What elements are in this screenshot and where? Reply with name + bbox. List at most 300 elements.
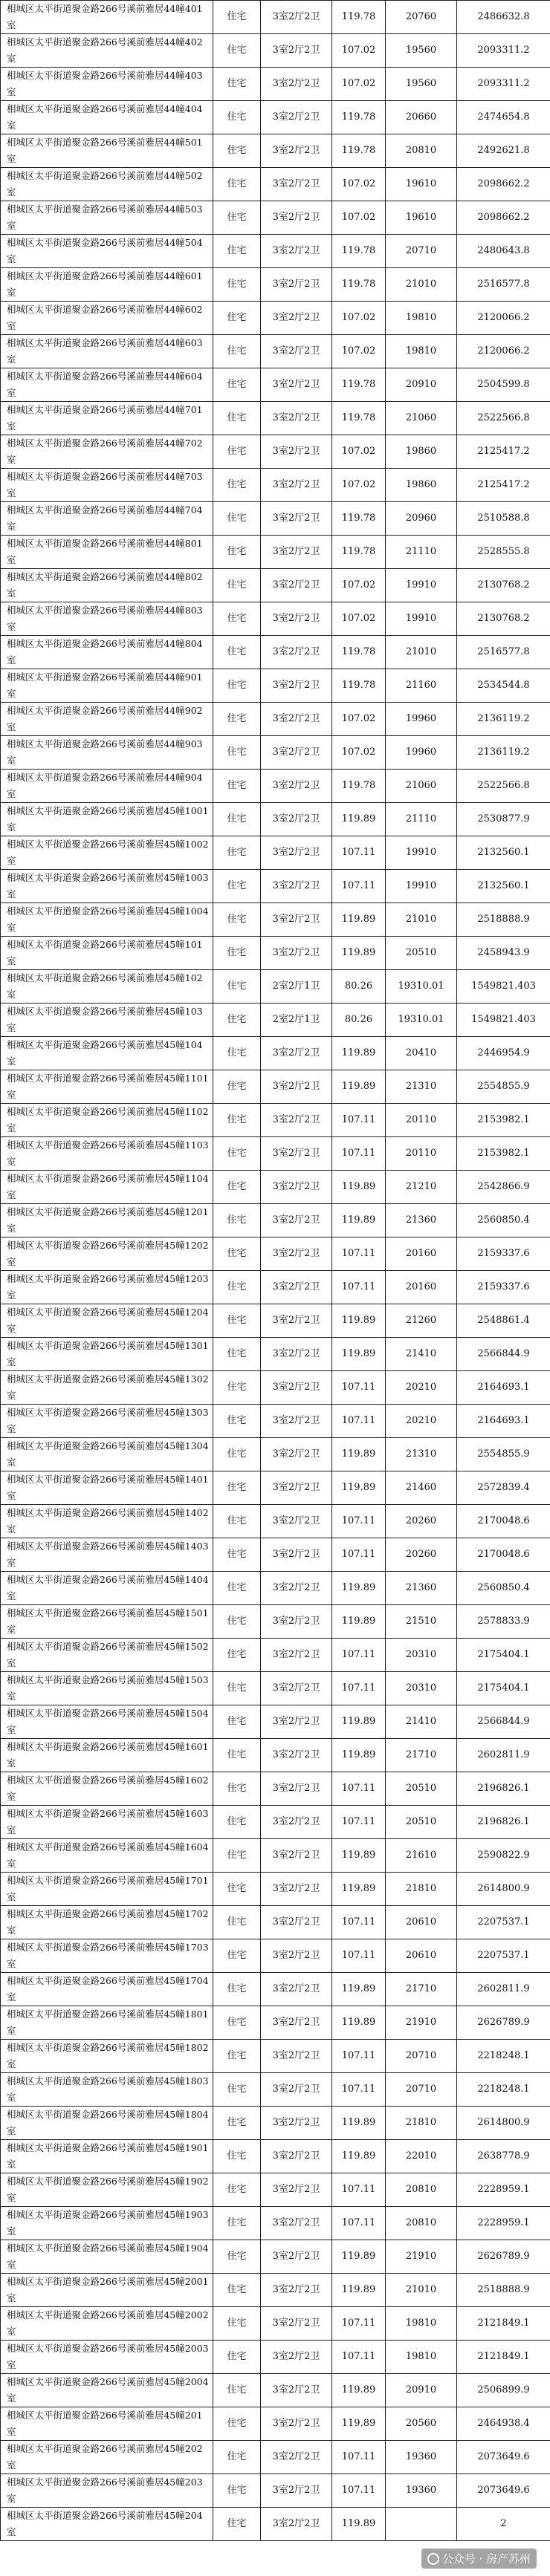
usage-cell: 住宅 — [213, 2341, 261, 2374]
address-cell: 相城区太平街道聚金路266号溪前雅居45幢1901室 — [1, 2140, 213, 2173]
table-row — [1, 2441, 550, 2474]
layout-cell: 3室2厅2卫 — [261, 34, 332, 68]
total-price-cell: 2486632.8 — [457, 1, 550, 34]
usage-cell: 住宅 — [213, 937, 261, 970]
total-price-cell: 2614800.9 — [457, 2107, 550, 2140]
layout-cell: 3室2厅2卫 — [261, 736, 332, 770]
layout-cell: 3室2厅2卫 — [261, 1538, 332, 1572]
area-cell: 119.89 — [332, 1873, 386, 1906]
total-price-cell: 2136119.2 — [457, 703, 550, 736]
area-cell: 107.11 — [332, 2040, 386, 2073]
layout-cell: 3室2厅2卫 — [261, 2508, 332, 2541]
usage-cell: 住宅 — [213, 1438, 261, 1471]
unit-price-cell: 20710 — [386, 2073, 457, 2107]
total-price-cell: 2548861.4 — [457, 1304, 550, 1338]
usage-cell: 住宅 — [213, 602, 261, 636]
layout-cell: 3室2厅2卫 — [261, 602, 332, 636]
total-price-cell: 2560850.4 — [457, 1572, 550, 1605]
area-cell: 107.11 — [332, 2073, 386, 2107]
usage-cell: 住宅 — [213, 1304, 261, 1338]
total-price-cell: 2578833.9 — [457, 1605, 550, 1639]
layout-cell: 3室2厅2卫 — [261, 2173, 332, 2207]
usage-cell: 住宅 — [213, 402, 261, 435]
layout-cell: 3室2厅2卫 — [261, 1371, 332, 1405]
unit-price-cell: 19560 — [386, 34, 457, 68]
area-cell: 107.02 — [332, 201, 386, 235]
address-cell: 相城区太平街道聚金路266号溪前雅居45幢1601室 — [1, 1739, 213, 1772]
usage-cell: 住宅 — [213, 836, 261, 870]
total-price-cell: 2638778.9 — [457, 2140, 550, 2173]
unit-price-cell: 19860 — [386, 469, 457, 502]
total-price-cell: 2196826.1 — [457, 1806, 550, 1839]
address-cell: 相城区太平街道聚金路266号溪前雅居45幢1204室 — [1, 1304, 213, 1338]
unit-price-cell: 19810 — [386, 302, 457, 335]
layout-cell: 3室2厅2卫 — [261, 2274, 332, 2307]
address-cell: 相城区太平街道聚金路266号溪前雅居45幢1602室 — [1, 1772, 213, 1806]
unit-price-cell: 19810 — [386, 2341, 457, 2374]
usage-cell: 住宅 — [213, 703, 261, 736]
unit-price-cell: 20810 — [386, 2207, 457, 2240]
area-cell: 107.11 — [332, 1806, 386, 1839]
table-row — [1, 1873, 550, 1906]
area-cell: 119.78 — [332, 502, 386, 536]
usage-cell: 住宅 — [213, 1839, 261, 1873]
address-cell: 相城区太平街道聚金路266号溪前雅居45幢1302室 — [1, 1371, 213, 1405]
area-cell: 119.89 — [332, 1572, 386, 1605]
address-cell: 相城区太平街道聚金路266号溪前雅居44幢804室 — [1, 636, 213, 669]
layout-cell: 3室2厅2卫 — [261, 368, 332, 402]
unit-price-cell: 21810 — [386, 1873, 457, 1906]
usage-cell: 住宅 — [213, 302, 261, 335]
usage-cell: 住宅 — [213, 2173, 261, 2207]
total-price-cell: 1549821.403 — [457, 970, 550, 1004]
usage-cell: 住宅 — [213, 1538, 261, 1572]
layout-cell: 3室2厅2卫 — [261, 1839, 332, 1873]
usage-cell: 住宅 — [213, 134, 261, 168]
address-cell: 相城区太平街道聚金路266号溪前雅居45幢102室 — [1, 970, 213, 1004]
total-price-cell: 2446954.9 — [457, 1037, 550, 1070]
usage-cell: 住宅 — [213, 101, 261, 134]
total-price-cell: 2093311.2 — [457, 34, 550, 68]
area-cell: 107.11 — [332, 1672, 386, 1705]
unit-price-cell: 21060 — [386, 402, 457, 435]
table-row — [1, 770, 550, 803]
table-row — [1, 1973, 550, 2006]
address-cell: 相城区太平街道聚金路266号溪前雅居44幢801室 — [1, 536, 213, 569]
address-cell: 相城区太平街道聚金路266号溪前雅居45幢1101室 — [1, 1070, 213, 1104]
total-price-cell: 2518888.9 — [457, 903, 550, 937]
table-row — [1, 569, 550, 602]
unit-price-cell: 20610 — [386, 1906, 457, 1939]
usage-cell: 住宅 — [213, 2006, 261, 2040]
total-price-cell: 2073649.6 — [457, 2441, 550, 2474]
unit-price-cell: 19310.01 — [386, 1004, 457, 1037]
unit-price-cell: 21710 — [386, 1739, 457, 1772]
usage-cell: 住宅 — [213, 970, 261, 1004]
area-cell: 119.89 — [332, 2407, 386, 2441]
unit-price-cell: 21010 — [386, 903, 457, 937]
usage-cell: 住宅 — [213, 1104, 261, 1137]
usage-cell: 住宅 — [213, 335, 261, 368]
total-price-cell: 2218248.1 — [457, 2040, 550, 2073]
unit-price-cell: 21410 — [386, 1705, 457, 1739]
area-cell: 107.02 — [332, 569, 386, 602]
address-cell: 相城区太平街道聚金路266号溪前雅居45幢2004室 — [1, 2374, 213, 2407]
table-row — [1, 1538, 550, 1572]
area-cell: 107.02 — [332, 435, 386, 469]
total-price-cell: 2566844.9 — [457, 1705, 550, 1739]
total-price-cell: 2164693.1 — [457, 1405, 550, 1438]
address-cell: 相城区太平街道聚金路266号溪前雅居45幢101室 — [1, 937, 213, 970]
usage-cell: 住宅 — [213, 2441, 261, 2474]
total-price-cell: 2218248.1 — [457, 2073, 550, 2107]
layout-cell: 3室2厅2卫 — [261, 1304, 332, 1338]
usage-cell: 住宅 — [213, 569, 261, 602]
table-row — [1, 2341, 550, 2374]
layout-cell: 3室2厅2卫 — [261, 1605, 332, 1639]
usage-cell: 住宅 — [213, 1237, 261, 1271]
layout-cell: 3室2厅2卫 — [261, 1471, 332, 1505]
unit-price-cell: 21310 — [386, 1070, 457, 1104]
address-cell: 相城区太平街道聚金路266号溪前雅居44幢403室 — [1, 68, 213, 101]
unit-price-cell: 20760 — [386, 1, 457, 34]
layout-cell: 3室2厅2卫 — [261, 1271, 332, 1304]
usage-cell: 住宅 — [213, 1037, 261, 1070]
table-row — [1, 2307, 550, 2341]
address-cell: 相城区太平街道聚金路266号溪前雅居45幢1004室 — [1, 903, 213, 937]
unit-price-cell: 21610 — [386, 1839, 457, 1873]
address-cell: 相城区太平街道聚金路266号溪前雅居45幢202室 — [1, 2441, 213, 2474]
area-cell: 107.02 — [332, 736, 386, 770]
usage-cell: 住宅 — [213, 1772, 261, 1806]
usage-cell: 住宅 — [213, 1004, 261, 1037]
area-cell: 119.89 — [332, 1338, 386, 1371]
total-price-cell: 2120066.2 — [457, 302, 550, 335]
total-price-cell: 2121849.1 — [457, 2307, 550, 2341]
table-row — [1, 1471, 550, 1505]
usage-cell: 住宅 — [213, 1906, 261, 1939]
table-row — [1, 168, 550, 201]
address-cell: 相城区太平街道聚金路266号溪前雅居45幢1604室 — [1, 1839, 213, 1873]
total-price-cell: 2121849.1 — [457, 2341, 550, 2374]
area-cell: 119.78 — [332, 402, 386, 435]
area-cell: 119.89 — [332, 1973, 386, 2006]
layout-cell: 3室2厅2卫 — [261, 803, 332, 836]
area-cell: 107.11 — [332, 870, 386, 903]
address-cell: 相城区太平街道聚金路266号溪前雅居44幢901室 — [1, 669, 213, 703]
table-row — [1, 1772, 550, 1806]
usage-cell: 住宅 — [213, 1137, 261, 1171]
total-price-cell: 2516577.8 — [457, 636, 550, 669]
area-cell: 107.11 — [332, 1772, 386, 1806]
layout-cell: 3室2厅2卫 — [261, 569, 332, 602]
usage-cell: 住宅 — [213, 1639, 261, 1672]
address-cell: 相城区太平街道聚金路266号溪前雅居44幢702室 — [1, 435, 213, 469]
table-row — [1, 636, 550, 669]
unit-price-cell: 21110 — [386, 536, 457, 569]
total-price-cell: 2 — [457, 2508, 550, 2541]
unit-price-cell: 22010 — [386, 2140, 457, 2173]
table-row — [1, 937, 550, 970]
usage-cell: 住宅 — [213, 1572, 261, 1605]
total-price-cell: 2522566.8 — [457, 770, 550, 803]
layout-cell: 3室2厅2卫 — [261, 636, 332, 669]
unit-price-cell: 21910 — [386, 2006, 457, 2040]
address-cell: 相城区太平街道聚金路266号溪前雅居45幢1801室 — [1, 2006, 213, 2040]
unit-price-cell: 21210 — [386, 1171, 457, 1204]
table-row — [1, 836, 550, 870]
table-row — [1, 1405, 550, 1438]
address-cell: 相城区太平街道聚金路266号溪前雅居44幢904室 — [1, 770, 213, 803]
table-row — [1, 703, 550, 736]
watermark-text: 公众号 · 房产苏州 — [441, 2552, 531, 2566]
address-cell: 相城区太平街道聚金路266号溪前雅居44幢802室 — [1, 569, 213, 602]
total-price-cell: 2572839.4 — [457, 1471, 550, 1505]
table-row — [1, 2140, 550, 2173]
layout-cell: 3室2厅2卫 — [261, 1204, 332, 1237]
layout-cell: 3室2厅2卫 — [261, 1237, 332, 1271]
table-row — [1, 1672, 550, 1705]
area-cell: 119.78 — [332, 770, 386, 803]
address-cell: 相城区太平街道聚金路266号溪前雅居45幢1603室 — [1, 1806, 213, 1839]
layout-cell: 3室2厅2卫 — [261, 435, 332, 469]
layout-cell: 3室2厅2卫 — [261, 1705, 332, 1739]
usage-cell: 住宅 — [213, 1605, 261, 1639]
table-row — [1, 1605, 550, 1639]
area-cell: 119.89 — [332, 1070, 386, 1104]
usage-cell: 住宅 — [213, 770, 261, 803]
layout-cell: 3室2厅2卫 — [261, 402, 332, 435]
address-cell: 相城区太平街道聚金路266号溪前雅居45幢1201室 — [1, 1204, 213, 1237]
address-cell: 相城区太平街道聚金路266号溪前雅居45幢1303室 — [1, 1405, 213, 1438]
unit-price-cell — [386, 2508, 457, 2541]
usage-cell: 住宅 — [213, 2474, 261, 2508]
address-cell: 相城区太平街道聚金路266号溪前雅居44幢401室 — [1, 1, 213, 34]
unit-price-cell: 20710 — [386, 2040, 457, 2073]
usage-cell: 住宅 — [213, 2073, 261, 2107]
area-cell: 107.11 — [332, 1505, 386, 1538]
layout-cell: 3室2厅2卫 — [261, 1338, 332, 1371]
unit-price-cell: 19610 — [386, 201, 457, 235]
unit-price-cell: 21010 — [386, 268, 457, 302]
layout-cell: 3室2厅2卫 — [261, 2441, 332, 2474]
area-cell: 119.89 — [332, 1037, 386, 1070]
table-row — [1, 2107, 550, 2140]
total-price-cell: 2175404.1 — [457, 1639, 550, 1672]
usage-cell: 住宅 — [213, 168, 261, 201]
table-row — [1, 201, 550, 235]
layout-cell: 3室2厅2卫 — [261, 1037, 332, 1070]
usage-cell: 住宅 — [213, 1338, 261, 1371]
layout-cell: 3室2厅2卫 — [261, 2006, 332, 2040]
layout-cell: 3室2厅2卫 — [261, 836, 332, 870]
usage-cell: 住宅 — [213, 1739, 261, 1772]
area-cell: 107.11 — [332, 2341, 386, 2374]
table-row — [1, 2374, 550, 2407]
address-cell: 相城区太平街道聚金路266号溪前雅居45幢1703室 — [1, 1939, 213, 1973]
area-cell: 119.89 — [332, 2508, 386, 2541]
address-cell: 相城区太平街道聚金路266号溪前雅居45幢1504室 — [1, 1705, 213, 1739]
total-price-cell: 2120066.2 — [457, 335, 550, 368]
table-row — [1, 669, 550, 703]
table-row — [1, 302, 550, 335]
unit-price-cell: 21260 — [386, 1304, 457, 1338]
table-row — [1, 970, 550, 1004]
table-row — [1, 1739, 550, 1772]
table-row — [1, 2508, 550, 2541]
usage-cell: 住宅 — [213, 1505, 261, 1538]
unit-price-cell: 20160 — [386, 1271, 457, 1304]
usage-cell: 住宅 — [213, 1171, 261, 1204]
area-cell: 107.11 — [332, 1237, 386, 1271]
unit-price-cell: 20910 — [386, 368, 457, 402]
total-price-cell: 2530877.9 — [457, 803, 550, 836]
unit-price-cell: 20560 — [386, 2407, 457, 2441]
address-cell: 相城区太平街道聚金路266号溪前雅居44幢703室 — [1, 469, 213, 502]
address-cell: 相城区太平街道聚金路266号溪前雅居44幢902室 — [1, 703, 213, 736]
layout-cell: 3室2厅2卫 — [261, 2407, 332, 2441]
usage-cell: 住宅 — [213, 870, 261, 903]
table-row — [1, 1438, 550, 1471]
total-price-cell: 2522566.8 — [457, 402, 550, 435]
area-cell: 119.89 — [332, 2240, 386, 2274]
unit-price-cell: 20260 — [386, 1505, 457, 1538]
layout-cell: 3室2厅2卫 — [261, 1171, 332, 1204]
table-row — [1, 1070, 550, 1104]
address-cell: 相城区太平街道聚金路266号溪前雅居44幢601室 — [1, 268, 213, 302]
area-cell: 107.02 — [332, 34, 386, 68]
layout-cell: 3室2厅2卫 — [261, 1806, 332, 1839]
layout-cell: 3室2厅2卫 — [261, 201, 332, 235]
layout-cell: 3室2厅2卫 — [261, 1137, 332, 1171]
unit-price-cell: 19610 — [386, 168, 457, 201]
unit-price-cell: 20510 — [386, 937, 457, 970]
table-row — [1, 34, 550, 68]
usage-cell: 住宅 — [213, 469, 261, 502]
total-price-cell: 1549821.403 — [457, 1004, 550, 1037]
unit-price-cell: 19310.01 — [386, 970, 457, 1004]
unit-price-cell: 20310 — [386, 1672, 457, 1705]
total-price-cell: 2560850.4 — [457, 1204, 550, 1237]
table-row — [1, 536, 550, 569]
area-cell: 107.02 — [332, 68, 386, 101]
address-cell: 相城区太平街道聚金路266号溪前雅居45幢1702室 — [1, 1906, 213, 1939]
table-row — [1, 1137, 550, 1171]
unit-price-cell: 19360 — [386, 2441, 457, 2474]
area-cell: 107.11 — [332, 2307, 386, 2341]
unit-price-cell: 20510 — [386, 1806, 457, 1839]
area-cell: 119.89 — [332, 1438, 386, 1471]
unit-price-cell: 21060 — [386, 770, 457, 803]
layout-cell: 3室2厅2卫 — [261, 669, 332, 703]
address-cell: 相城区太平街道聚金路266号溪前雅居45幢1102室 — [1, 1104, 213, 1137]
total-price-cell: 2510588.8 — [457, 502, 550, 536]
area-cell: 107.11 — [332, 1271, 386, 1304]
layout-cell: 3室2厅2卫 — [261, 1405, 332, 1438]
address-cell: 相城区太平街道聚金路266号溪前雅居45幢1401室 — [1, 1471, 213, 1505]
usage-cell: 住宅 — [213, 2274, 261, 2307]
area-cell: 119.89 — [332, 2107, 386, 2140]
area-cell: 107.02 — [332, 335, 386, 368]
layout-cell: 3室2厅2卫 — [261, 2474, 332, 2508]
total-price-cell: 2602811.9 — [457, 1739, 550, 1772]
layout-cell: 3室2厅2卫 — [261, 2341, 332, 2374]
area-cell: 107.11 — [332, 2207, 386, 2240]
layout-cell: 3室2厅2卫 — [261, 168, 332, 201]
layout-cell: 3室2厅2卫 — [261, 2374, 332, 2407]
layout-cell: 3室2厅2卫 — [261, 68, 332, 101]
total-price-cell: 2602811.9 — [457, 1973, 550, 2006]
table-row — [1, 1705, 550, 1739]
layout-cell: 3室2厅2卫 — [261, 134, 332, 168]
unit-price-cell: 21110 — [386, 803, 457, 836]
usage-cell: 住宅 — [213, 2407, 261, 2441]
price-list-body — [1, 1, 550, 2541]
address-cell: 相城区太平街道聚金路266号溪前雅居44幢503室 — [1, 201, 213, 235]
area-cell: 119.78 — [332, 1, 386, 34]
address-cell: 相城区太平街道聚金路266号溪前雅居44幢704室 — [1, 502, 213, 536]
layout-cell: 3室2厅2卫 — [261, 870, 332, 903]
table-row — [1, 2073, 550, 2107]
address-cell: 相城区太平街道聚金路266号溪前雅居44幢604室 — [1, 368, 213, 402]
address-cell: 相城区太平街道聚金路266号溪前雅居45幢1503室 — [1, 1672, 213, 1705]
area-cell: 107.11 — [332, 836, 386, 870]
total-price-cell: 2207537.1 — [457, 1939, 550, 1973]
unit-price-cell: 20810 — [386, 134, 457, 168]
unit-price-cell: 20160 — [386, 1237, 457, 1271]
area-cell: 119.89 — [332, 1171, 386, 1204]
table-row — [1, 101, 550, 134]
table-row — [1, 870, 550, 903]
usage-cell: 住宅 — [213, 2040, 261, 2073]
unit-price-cell: 20260 — [386, 1538, 457, 1572]
address-cell: 相城区太平街道聚金路266号溪前雅居45幢1903室 — [1, 2207, 213, 2240]
unit-price-cell: 21160 — [386, 669, 457, 703]
usage-cell: 住宅 — [213, 1973, 261, 2006]
table-row — [1, 1037, 550, 1070]
table-row — [1, 235, 550, 268]
area-cell: 80.26 — [332, 970, 386, 1004]
address-cell: 相城区太平街道聚金路266号溪前雅居44幢701室 — [1, 402, 213, 435]
usage-cell: 住宅 — [213, 1, 261, 34]
total-price-cell: 2480643.8 — [457, 235, 550, 268]
total-price-cell: 2125417.2 — [457, 435, 550, 469]
area-cell: 107.02 — [332, 703, 386, 736]
layout-cell: 3室2厅2卫 — [261, 1939, 332, 1973]
layout-cell: 3室2厅2卫 — [261, 703, 332, 736]
unit-price-cell: 20210 — [386, 1405, 457, 1438]
address-cell: 相城区太平街道聚金路266号溪前雅居45幢2002室 — [1, 2307, 213, 2341]
area-cell: 107.11 — [332, 1137, 386, 1171]
address-cell: 相城区太平街道聚金路266号溪前雅居45幢204室 — [1, 2508, 213, 2541]
total-price-cell: 2228959.1 — [457, 2207, 550, 2240]
area-cell: 107.11 — [332, 1906, 386, 1939]
unit-price-cell: 19360 — [386, 2474, 457, 2508]
area-cell: 119.89 — [332, 2006, 386, 2040]
table-row — [1, 1505, 550, 1538]
unit-price-cell: 21010 — [386, 2274, 457, 2307]
address-cell: 相城区太平街道聚金路266号溪前雅居45幢2003室 — [1, 2341, 213, 2374]
table-row — [1, 736, 550, 770]
unit-price-cell: 21510 — [386, 1605, 457, 1639]
address-cell: 相城区太平街道聚金路266号溪前雅居45幢1003室 — [1, 870, 213, 903]
layout-cell: 3室2厅2卫 — [261, 1739, 332, 1772]
total-price-cell: 2130768.2 — [457, 569, 550, 602]
address-cell: 相城区太平街道聚金路266号溪前雅居44幢501室 — [1, 134, 213, 168]
usage-cell: 住宅 — [213, 669, 261, 703]
unit-price-cell: 21360 — [386, 1572, 457, 1605]
area-cell: 119.89 — [332, 803, 386, 836]
